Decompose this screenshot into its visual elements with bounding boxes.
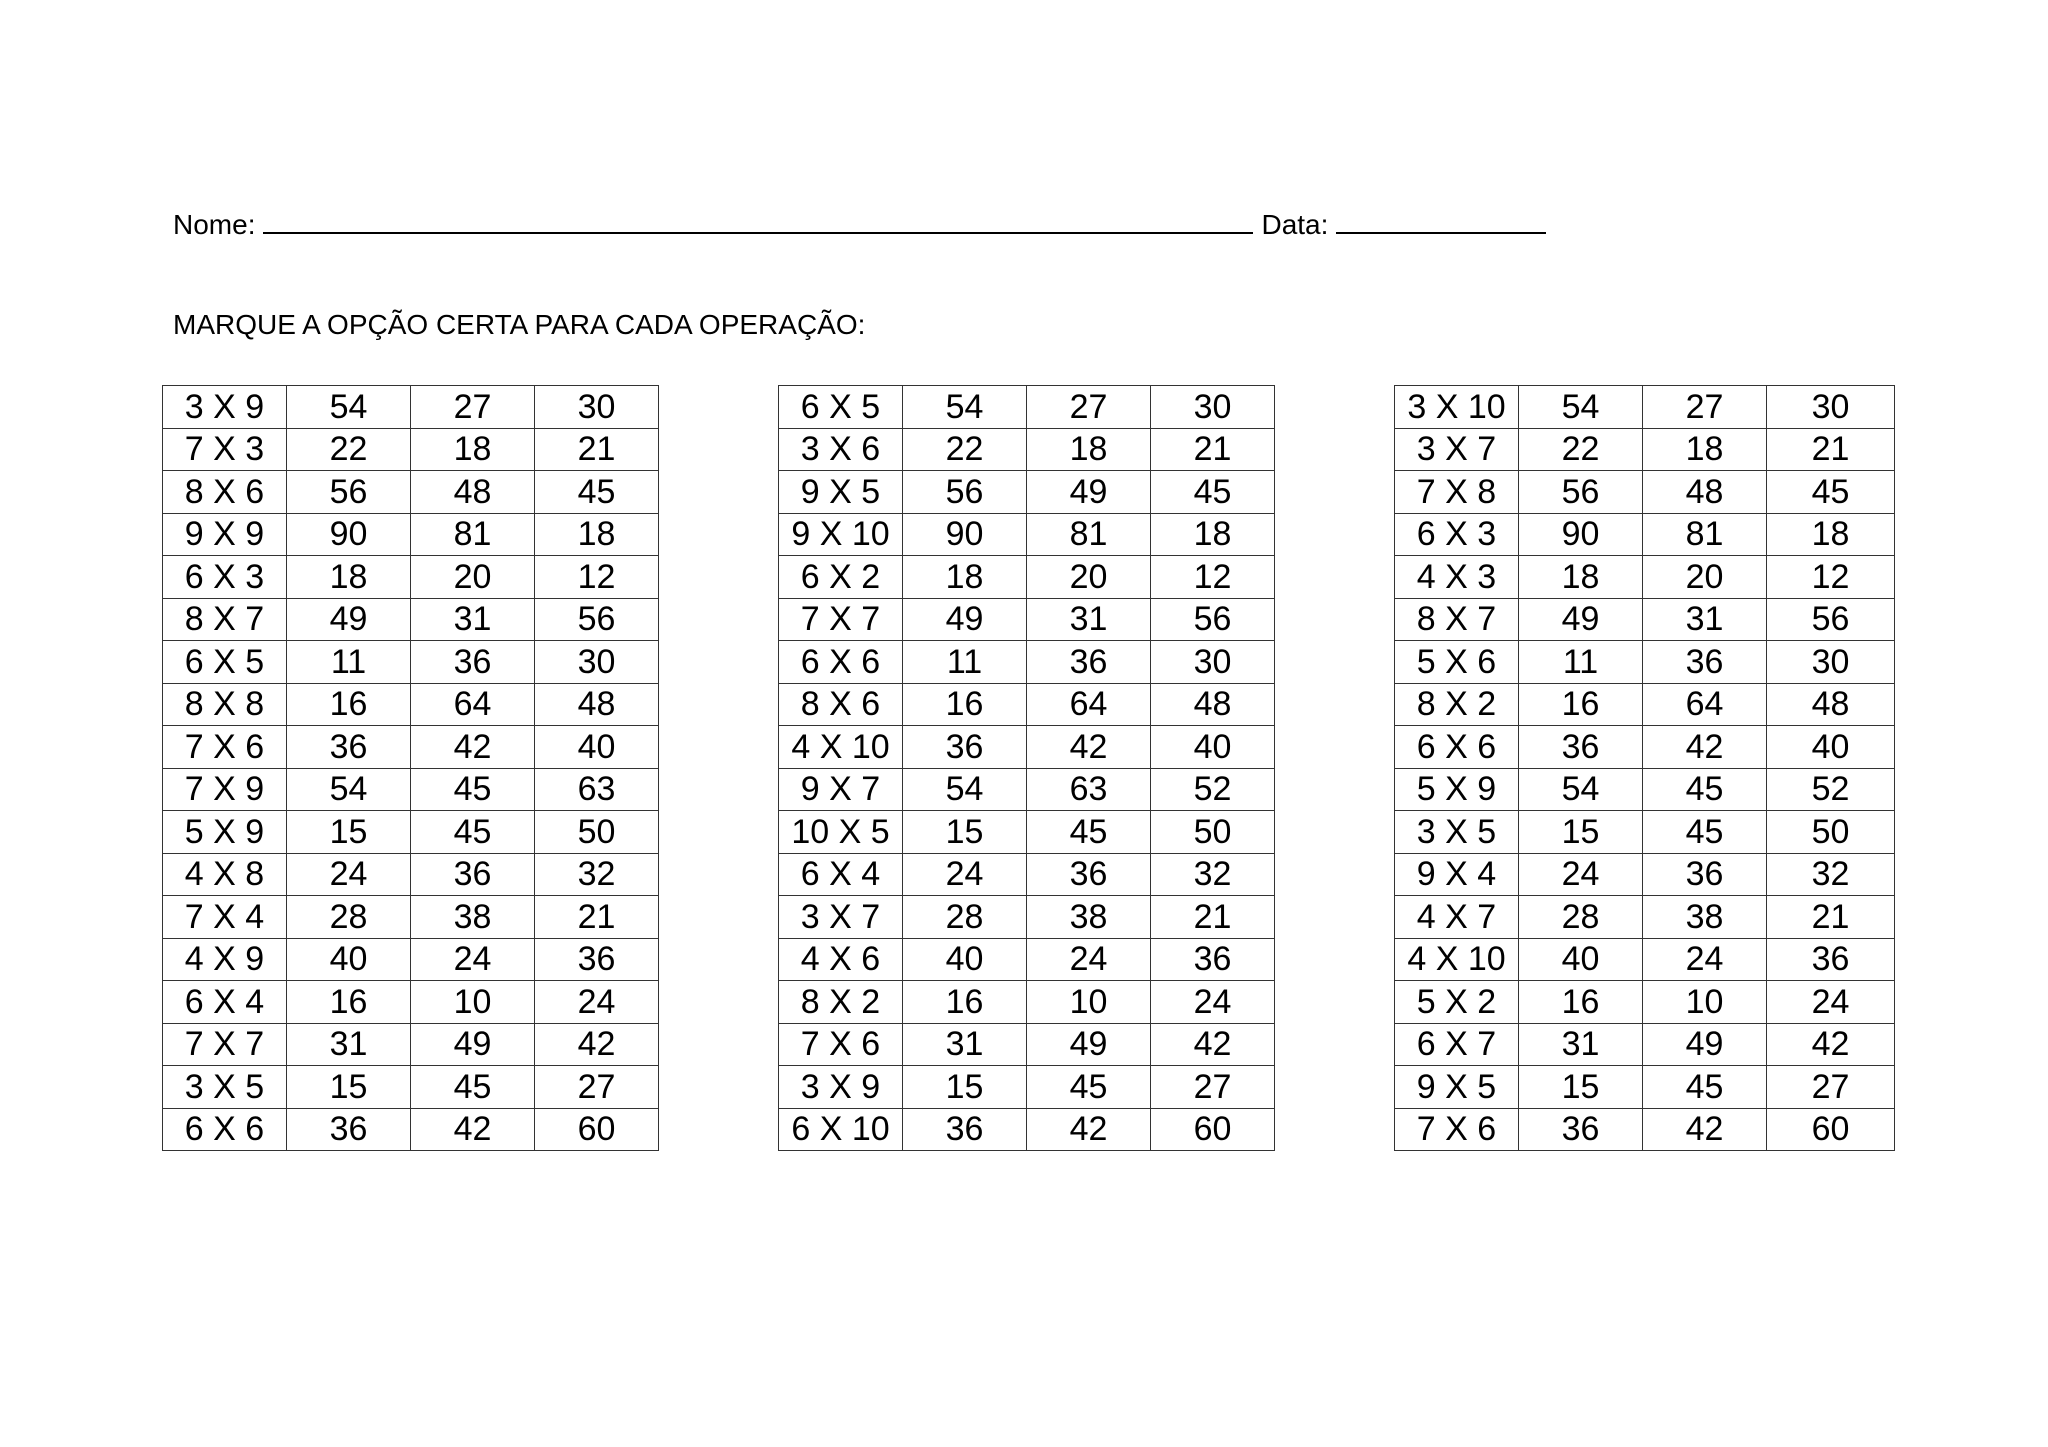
answer-option[interactable]: 31 [1519,1023,1643,1066]
table-row [163,938,659,981]
answer-option[interactable]: 30 [1767,641,1895,684]
answer-option[interactable]: 50 [1767,811,1895,854]
answer-option[interactable]: 15 [287,1066,411,1109]
operation-cell: 3 X 5 [1395,811,1519,854]
table-row [163,556,659,599]
answer-option[interactable]: 11 [287,641,411,684]
answer-option[interactable]: 54 [287,386,411,429]
answer-option[interactable]: 36 [1643,641,1767,684]
operation-cell: 3 X 6 [779,428,903,471]
operation-cell: 9 X 5 [1395,1066,1519,1109]
answer-option[interactable]: 38 [411,896,535,939]
operation-cell: 3 X 9 [163,386,287,429]
table-row [163,471,659,514]
answer-option[interactable]: 64 [411,683,535,726]
answer-option[interactable]: 24 [411,938,535,981]
answer-option[interactable]: 38 [1643,896,1767,939]
answer-option[interactable]: 27 [1767,1066,1895,1109]
answer-option[interactable]: 32 [535,853,659,896]
answer-option[interactable]: 30 [535,641,659,684]
answer-option[interactable]: 12 [1151,556,1275,599]
operation-cell: 6 X 3 [163,556,287,599]
table-row [163,641,659,684]
table-row [779,1023,1275,1066]
answer-option[interactable]: 18 [287,556,411,599]
operation-cell: 6 X 7 [1395,1023,1519,1066]
answer-option[interactable]: 15 [1519,1066,1643,1109]
answer-option[interactable]: 81 [411,513,535,556]
answer-option[interactable]: 30 [1151,641,1275,684]
answer-option[interactable]: 40 [287,938,411,981]
table-row [779,556,1275,599]
answer-option[interactable]: 24 [903,853,1027,896]
answer-option[interactable]: 18 [1643,428,1767,471]
table-row [779,641,1275,684]
answer-option[interactable]: 90 [903,513,1027,556]
answer-option[interactable]: 21 [535,428,659,471]
answer-option[interactable]: 52 [1767,768,1895,811]
answer-option[interactable]: 12 [535,556,659,599]
answer-option[interactable]: 36 [535,938,659,981]
table-row [779,471,1275,514]
table-row [1395,641,1895,684]
table-row [1395,853,1895,896]
answer-option[interactable]: 16 [287,683,411,726]
table-row [163,726,659,769]
operation-cell: 9 X 4 [1395,853,1519,896]
operation-cell: 5 X 9 [163,811,287,854]
answer-option[interactable]: 31 [411,598,535,641]
answer-option[interactable]: 27 [411,386,535,429]
answer-option[interactable]: 27 [1027,386,1151,429]
answer-option[interactable]: 64 [1643,683,1767,726]
operation-cell: 6 X 4 [779,853,903,896]
operation-cell: 7 X 3 [163,428,287,471]
answer-option[interactable]: 31 [1027,598,1151,641]
table-row [779,896,1275,939]
answer-option[interactable]: 36 [1643,853,1767,896]
operation-cell: 8 X 7 [163,598,287,641]
operation-cell: 8 X 6 [163,471,287,514]
answer-option[interactable]: 21 [1151,428,1275,471]
answer-option[interactable]: 54 [287,768,411,811]
answer-option[interactable]: 40 [535,726,659,769]
answer-option[interactable]: 81 [1643,513,1767,556]
operation-cell: 6 X 6 [779,641,903,684]
operation-cell: 4 X 7 [1395,896,1519,939]
operation-cell: 4 X 10 [1395,938,1519,981]
answer-option[interactable]: 18 [1027,428,1151,471]
table-row [1395,598,1895,641]
table-row [779,683,1275,726]
table-row [163,1023,659,1066]
operation-cell: 8 X 8 [163,683,287,726]
answer-option[interactable]: 36 [1151,938,1275,981]
answer-option[interactable]: 11 [1519,641,1643,684]
operation-cell: 6 X 2 [779,556,903,599]
answer-option[interactable]: 36 [1519,1108,1643,1151]
answer-option[interactable]: 63 [1027,768,1151,811]
operation-cell: 5 X 2 [1395,981,1519,1024]
answer-option[interactable]: 32 [1151,853,1275,896]
operation-cell: 8 X 2 [779,981,903,1024]
answer-option[interactable]: 31 [287,1023,411,1066]
answer-option[interactable]: 16 [1519,683,1643,726]
table-row [163,428,659,471]
table-row [779,428,1275,471]
answer-option[interactable]: 49 [1027,471,1151,514]
answer-option[interactable]: 45 [1643,811,1767,854]
answer-option[interactable]: 64 [1027,683,1151,726]
answer-option[interactable]: 31 [903,1023,1027,1066]
answer-option[interactable]: 27 [535,1066,659,1109]
operation-cell: 4 X 6 [779,938,903,981]
answer-option[interactable]: 24 [1767,981,1895,1024]
answer-option[interactable]: 42 [535,1023,659,1066]
table-row [779,1108,1275,1151]
operation-cell: 9 X 7 [779,768,903,811]
answer-option[interactable]: 48 [411,471,535,514]
date-field[interactable] [1336,206,1546,234]
table-row [1395,726,1895,769]
operation-cell: 8 X 6 [779,683,903,726]
answer-option[interactable]: 42 [1767,1023,1895,1066]
answer-option[interactable]: 45 [1151,471,1275,514]
answer-option[interactable]: 42 [1151,1023,1275,1066]
table-row [779,853,1275,896]
quiz-table-3 [1394,385,1895,1151]
answer-option[interactable]: 45 [411,1066,535,1109]
operation-cell: 6 X 4 [163,981,287,1024]
table-row [163,386,659,429]
table-row [163,683,659,726]
answer-option[interactable]: 54 [1519,386,1643,429]
answer-option[interactable]: 48 [1643,471,1767,514]
table-row [1395,811,1895,854]
table-row [1395,981,1895,1024]
answer-option[interactable]: 18 [1767,513,1895,556]
table-row [1395,428,1895,471]
answer-option[interactable]: 28 [1519,896,1643,939]
answer-option[interactable]: 18 [903,556,1027,599]
table-row [779,513,1275,556]
answer-option[interactable]: 40 [1519,938,1643,981]
answer-option[interactable]: 15 [1519,811,1643,854]
answer-option[interactable]: 49 [903,598,1027,641]
answer-option[interactable]: 49 [411,1023,535,1066]
answer-option[interactable]: 56 [535,598,659,641]
answer-option[interactable]: 36 [287,726,411,769]
table-row [779,726,1275,769]
quiz-table-2 [778,385,1275,1151]
operation-cell: 9 X 5 [779,471,903,514]
answer-option[interactable]: 16 [903,683,1027,726]
operation-cell: 3 X 5 [163,1066,287,1109]
answer-option[interactable]: 18 [411,428,535,471]
table-row [163,1066,659,1109]
answer-option[interactable]: 56 [1519,471,1643,514]
answer-option[interactable]: 20 [1643,556,1767,599]
operation-cell: 7 X 8 [1395,471,1519,514]
answer-option[interactable]: 40 [903,938,1027,981]
answer-option[interactable]: 45 [411,768,535,811]
table-row [1395,556,1895,599]
answer-option[interactable]: 52 [1151,768,1275,811]
answer-option[interactable]: 36 [411,853,535,896]
answer-option[interactable]: 24 [1151,981,1275,1024]
answer-option[interactable]: 49 [1643,1023,1767,1066]
operation-cell: 3 X 7 [779,896,903,939]
operation-cell: 7 X 7 [163,1023,287,1066]
operation-cell: 7 X 9 [163,768,287,811]
quiz-table-1 [162,385,659,1151]
answer-option[interactable]: 22 [287,428,411,471]
instruction-text: MARQUE A OPÇÃO CERTA PARA CADA OPERAÇÃO: [173,309,866,340]
answer-option[interactable]: 27 [1151,1066,1275,1109]
operation-cell: 4 X 8 [163,853,287,896]
answer-option[interactable]: 28 [287,896,411,939]
table-row [779,811,1275,854]
answer-option[interactable]: 45 [535,471,659,514]
answer-option[interactable]: 36 [1767,938,1895,981]
answer-option[interactable]: 54 [903,768,1027,811]
answer-option[interactable]: 48 [1151,683,1275,726]
answer-option[interactable]: 18 [1151,513,1275,556]
answer-option[interactable]: 30 [1767,386,1895,429]
answer-option[interactable]: 36 [287,1108,411,1151]
answer-option[interactable]: 42 [1643,1108,1767,1151]
answer-option[interactable]: 49 [1027,1023,1151,1066]
answer-option[interactable]: 31 [1643,598,1767,641]
operation-cell: 7 X 4 [163,896,287,939]
table-row [163,768,659,811]
answer-option[interactable]: 50 [1151,811,1275,854]
answer-option[interactable]: 28 [903,896,1027,939]
operation-cell: 7 X 7 [779,598,903,641]
answer-option[interactable]: 24 [1643,938,1767,981]
answer-option[interactable]: 36 [1027,853,1151,896]
table-row [163,1108,659,1151]
answer-option[interactable]: 42 [1643,726,1767,769]
answer-option[interactable]: 15 [903,811,1027,854]
answer-option[interactable]: 21 [1151,896,1275,939]
table-row [1395,1023,1895,1066]
table-row [163,896,659,939]
answer-option[interactable]: 12 [1767,556,1895,599]
table-row [1395,386,1895,429]
answer-option[interactable]: 36 [411,641,535,684]
operation-cell: 5 X 6 [1395,641,1519,684]
operation-cell: 6 X 5 [779,386,903,429]
table-row [1395,513,1895,556]
answer-option[interactable]: 60 [535,1108,659,1151]
table-row [163,598,659,641]
operation-cell: 4 X 3 [1395,556,1519,599]
answer-option[interactable]: 40 [1767,726,1895,769]
answer-option[interactable]: 38 [1027,896,1151,939]
answer-option[interactable]: 36 [1027,641,1151,684]
answer-option[interactable]: 36 [903,1108,1027,1151]
answer-option[interactable]: 30 [535,386,659,429]
answer-option[interactable]: 11 [903,641,1027,684]
answer-option[interactable]: 42 [411,1108,535,1151]
table-row [779,938,1275,981]
answer-option[interactable]: 16 [903,981,1027,1024]
answer-option[interactable]: 21 [1767,896,1895,939]
table-row [779,386,1275,429]
table-row [1395,938,1895,981]
table-row [163,513,659,556]
operation-cell: 4 X 9 [163,938,287,981]
operation-cell: 3 X 7 [1395,428,1519,471]
answer-option[interactable]: 10 [1643,981,1767,1024]
answer-option[interactable]: 18 [535,513,659,556]
table-row [163,811,659,854]
answer-option[interactable]: 45 [1027,811,1151,854]
table-row [1395,1108,1895,1151]
operation-cell: 6 X 3 [1395,513,1519,556]
answer-option[interactable]: 90 [287,513,411,556]
table-row [779,981,1275,1024]
answer-option[interactable]: 21 [535,896,659,939]
answer-option[interactable]: 36 [1519,726,1643,769]
answer-option[interactable]: 60 [1767,1108,1895,1151]
answer-option[interactable]: 21 [1767,428,1895,471]
table-row [779,768,1275,811]
answer-option[interactable]: 16 [287,981,411,1024]
answer-option[interactable]: 56 [1767,598,1895,641]
answer-option[interactable]: 36 [903,726,1027,769]
answer-option[interactable]: 42 [1027,1108,1151,1151]
table-row [1395,683,1895,726]
table-row [779,598,1275,641]
table-row [1395,1066,1895,1109]
operation-cell: 9 X 9 [163,513,287,556]
table-row [1395,768,1895,811]
answer-option[interactable]: 50 [535,811,659,854]
answer-option[interactable]: 63 [535,768,659,811]
operation-cell: 6 X 5 [163,641,287,684]
answer-option[interactable]: 45 [411,811,535,854]
answer-option[interactable]: 24 [1519,853,1643,896]
operation-cell: 6 X 6 [163,1108,287,1151]
answer-option[interactable]: 45 [1643,768,1767,811]
operation-cell: 7 X 6 [1395,1108,1519,1151]
operation-cell: 9 X 10 [779,513,903,556]
name-label: Nome: [173,209,256,240]
answer-option[interactable]: 10 [411,981,535,1024]
operation-cell: 3 X 9 [779,1066,903,1109]
answer-option[interactable]: 49 [1519,598,1643,641]
answer-option[interactable]: 45 [1027,1066,1151,1109]
operation-cell: 10 X 5 [779,811,903,854]
answer-option[interactable]: 24 [1027,938,1151,981]
answer-option[interactable]: 30 [1151,386,1275,429]
date-label: Data: [1261,209,1329,240]
answer-option[interactable]: 54 [903,386,1027,429]
table-row [1395,471,1895,514]
answer-option[interactable]: 48 [1767,683,1895,726]
answer-option[interactable]: 10 [1027,981,1151,1024]
operation-cell: 6 X 6 [1395,726,1519,769]
operation-cell: 5 X 9 [1395,768,1519,811]
answer-option[interactable]: 90 [1519,513,1643,556]
answer-option[interactable]: 56 [1151,598,1275,641]
operation-cell: 8 X 2 [1395,683,1519,726]
answer-option[interactable]: 81 [1027,513,1151,556]
answer-option[interactable]: 20 [411,556,535,599]
answer-option[interactable]: 15 [287,811,411,854]
answer-option[interactable]: 45 [1643,1066,1767,1109]
answer-option[interactable]: 60 [1151,1108,1275,1151]
answer-option[interactable]: 27 [1643,386,1767,429]
answer-option[interactable]: 15 [903,1066,1027,1109]
answer-option[interactable]: 22 [1519,428,1643,471]
answer-option[interactable]: 54 [1519,768,1643,811]
answer-option[interactable]: 16 [1519,981,1643,1024]
answer-option[interactable]: 42 [1027,726,1151,769]
answer-option[interactable]: 45 [1767,471,1895,514]
operation-cell: 3 X 10 [1395,386,1519,429]
table-row [779,1066,1275,1109]
name-field[interactable] [263,206,1253,234]
answer-option[interactable]: 24 [535,981,659,1024]
answer-option[interactable]: 20 [1027,556,1151,599]
operation-cell: 6 X 10 [779,1108,903,1151]
answer-option[interactable]: 40 [1151,726,1275,769]
answer-option[interactable]: 22 [903,428,1027,471]
header-line [173,206,1546,242]
answer-option[interactable]: 48 [535,683,659,726]
answer-option[interactable]: 42 [411,726,535,769]
operation-cell: 7 X 6 [163,726,287,769]
answer-option[interactable]: 56 [287,471,411,514]
answer-option[interactable]: 56 [903,471,1027,514]
table-row [1395,896,1895,939]
answer-option[interactable]: 32 [1767,853,1895,896]
answer-option[interactable]: 24 [287,853,411,896]
table-row [163,981,659,1024]
answer-option[interactable]: 49 [287,598,411,641]
operation-cell: 8 X 7 [1395,598,1519,641]
table-row [163,853,659,896]
answer-option[interactable]: 18 [1519,556,1643,599]
operation-cell: 4 X 10 [779,726,903,769]
operation-cell: 7 X 6 [779,1023,903,1066]
